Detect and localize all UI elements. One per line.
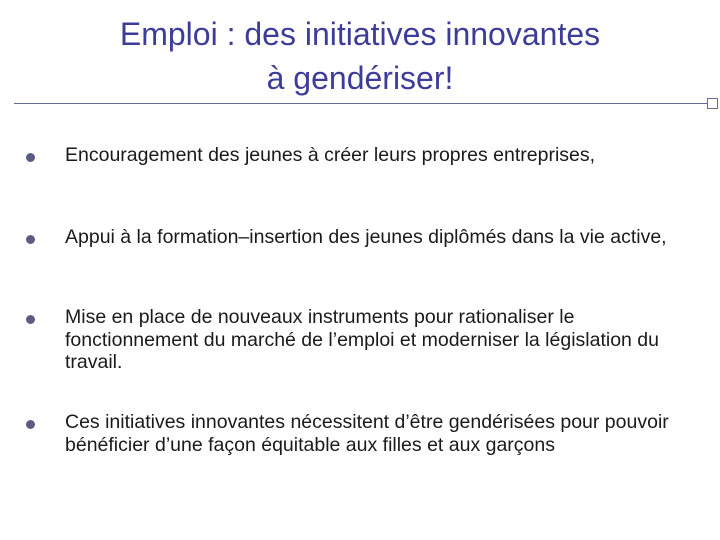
bullet-text-3: Mise en place de nouveaux instruments pour rationaliser le fonctionnement du marché de l’emploi et moderniser la législation du travail. bbox=[65, 306, 659, 373]
bullet-text-2: Appui à la formation–insertion des jeunes diplômés dans la vie active, bbox=[65, 226, 667, 248]
bullet-dot-icon bbox=[26, 235, 35, 244]
bullet-dot-icon bbox=[26, 153, 35, 162]
divider-end-square-icon bbox=[707, 98, 718, 109]
title-divider-line bbox=[14, 103, 708, 104]
bullet-text-1: Encouragement des jeunes à créer leurs propres entreprises, bbox=[65, 144, 596, 166]
bullet-dot-icon bbox=[26, 420, 35, 429]
slide-title-line-2: à gendériser! bbox=[266, 60, 454, 96]
slide-title bbox=[40, 12, 680, 100]
slide-title-line-1: Emploi : des initiatives innovantes bbox=[119, 16, 601, 52]
bullet-text-4: Ces initiatives innovantes nécessitent d’être gendérisées pour pouvoir bénéficier d’une façon équitable aux filles et aux garçons bbox=[65, 411, 669, 456]
bullet-dot-icon bbox=[26, 315, 35, 324]
